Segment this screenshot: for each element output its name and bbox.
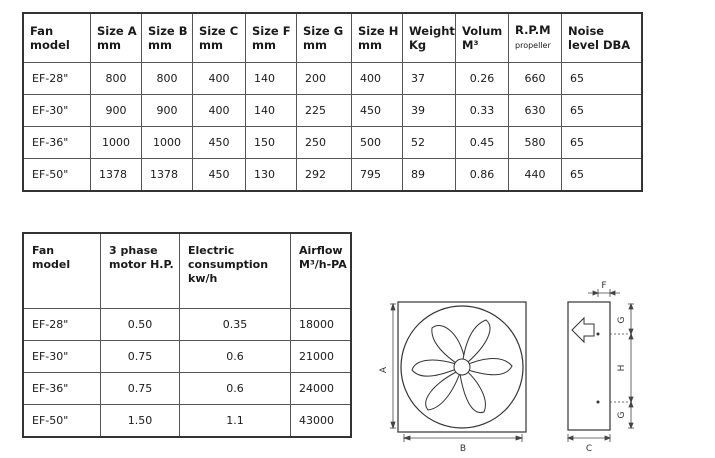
column-header: Airflow M³/h-PA [291,233,352,309]
column-header: Fan model [23,13,91,63]
rpm-cell: 630 [509,95,562,127]
size-g-cell: 292 [297,159,352,192]
size-g-cell: 250 [297,127,352,159]
column-header: R.P.M propeller [509,13,562,63]
column-header: Volum M³ [456,13,509,63]
weight-cell: 39 [403,95,456,127]
size-a-cell: 1000 [91,127,142,159]
rpm-cell: 580 [509,127,562,159]
airflow-cell: 18000 [291,309,352,341]
motor-specs-table [22,232,352,438]
table-row [23,95,642,127]
consumption-cell: 0.6 [180,341,291,373]
volume-cell: 0.26 [456,63,509,95]
size-b-cell: 900 [142,95,193,127]
size-c-cell: 400 [193,95,246,127]
size-c-cell: 450 [193,159,246,192]
motor-hp-cell: 1.50 [101,405,180,438]
airflow-cell: 43000 [291,405,352,438]
noise-cell: 65 [562,95,643,127]
size-a-cell: 800 [91,63,142,95]
noise-cell: 65 [562,127,643,159]
table-row [23,309,351,341]
volume-cell: 0.86 [456,159,509,192]
dimension-a-label: A [379,366,389,374]
column-header: Size F mm [246,13,297,63]
fan-front-view-drawing [372,298,532,458]
noise-cell: 65 [562,159,643,192]
airflow-cell: 21000 [291,341,352,373]
volume-cell: 0.45 [456,127,509,159]
size-b-cell: 1000 [142,127,193,159]
model-cell: EF-30" [23,341,101,373]
column-header: Size C mm [193,13,246,63]
size-f-cell: 130 [246,159,297,192]
fan-hub [454,359,470,375]
model-cell: EF-28" [23,309,101,341]
fan-side-view-drawing [560,280,650,455]
column-header: Size G mm [297,13,352,63]
size-h-cell: 400 [352,63,403,95]
size-h-cell: 795 [352,159,403,192]
size-b-cell: 1378 [142,159,193,192]
table-row [23,405,351,438]
weight-cell: 37 [403,63,456,95]
motor-hp-cell: 0.75 [101,373,180,405]
size-a-cell: 1378 [91,159,142,192]
model-cell: EF-36" [23,373,101,405]
model-cell: EF-36" [23,127,91,159]
column-header: Size A mm [91,13,142,63]
size-g-cell: 225 [297,95,352,127]
table-row [23,127,642,159]
table-header-row [23,13,642,63]
table-row [23,373,351,405]
model-cell: EF-28" [23,63,91,95]
fan-housing [568,302,610,430]
volume-cell: 0.33 [456,95,509,127]
model-cell: EF-30" [23,95,91,127]
size-f-cell: 140 [246,95,297,127]
dimension-a-line [390,304,396,428]
airflow-cell: 24000 [291,373,352,405]
size-c-cell: 400 [193,63,246,95]
size-f-cell: 140 [246,63,297,95]
table-header-row [23,233,351,309]
size-h-cell: 500 [352,127,403,159]
dimension-g-top-label: G [617,316,627,324]
dimension-b-label: B [459,444,467,454]
motor-hp-cell: 0.75 [101,341,180,373]
size-g-cell: 200 [297,63,352,95]
size-h-cell: 450 [352,95,403,127]
column-header: 3 phase motor H.P. [101,233,180,309]
rpm-cell: 660 [509,63,562,95]
column-header: Size H mm [352,13,403,63]
consumption-cell: 0.35 [180,309,291,341]
fan-dimensions-table [22,12,643,192]
column-header: Size B mm [142,13,193,63]
size-c-cell: 450 [193,127,246,159]
consumption-cell: 1.1 [180,405,291,438]
size-b-cell: 800 [142,63,193,95]
model-cell: EF-50" [23,405,101,438]
model-cell: EF-50" [23,159,91,192]
table-row [23,341,351,373]
consumption-cell: 0.6 [180,373,291,405]
rpm-cell: 440 [509,159,562,192]
size-a-cell: 900 [91,95,142,127]
dimension-c-line [568,434,610,442]
table-row [23,63,642,95]
column-header: Weight Kg [403,13,456,63]
weight-cell: 52 [403,127,456,159]
dimension-b-line [404,434,522,442]
column-header: Fan model [23,233,101,309]
noise-cell: 65 [562,63,643,95]
weight-cell: 89 [403,159,456,192]
dimension-c-label: C [585,444,593,454]
table-row [23,159,642,192]
column-header: Noise level DBA [562,13,643,63]
size-f-cell: 150 [246,127,297,159]
dimension-f-label: F [601,281,607,291]
dimension-h-label: H [617,364,627,372]
motor-hp-cell: 0.50 [101,309,180,341]
dimension-g-bottom-label: G [617,411,627,419]
column-header: Electric consumption kw/h [180,233,291,309]
